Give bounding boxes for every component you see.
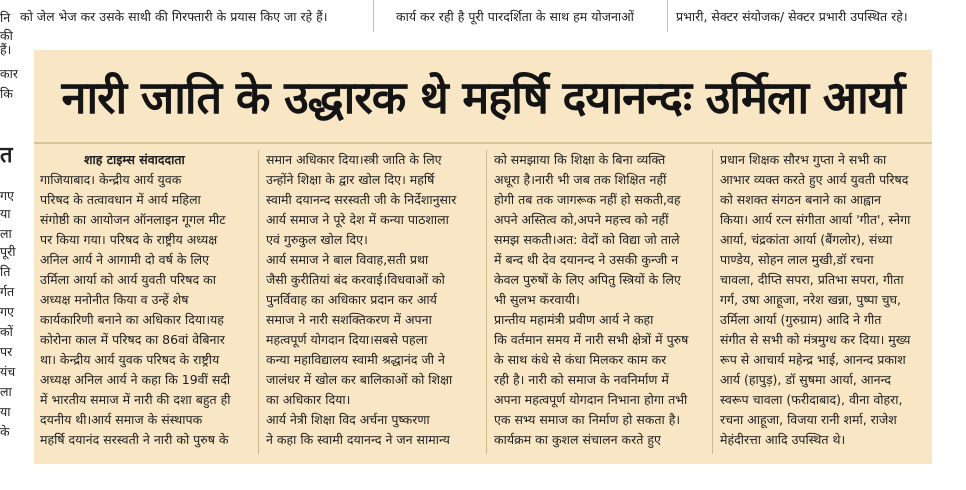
text-line: महर्षि दयानंद सरस्वती ने नारी को पुरुष के <box>40 432 229 447</box>
text-line: में भारतीय समाज में नारी की दशा बहुत ही <box>40 392 231 407</box>
margin-line: या <box>0 206 11 221</box>
text-line: उन्होंने शिक्षा के द्वार खोल दिए। महर्षि <box>266 172 435 187</box>
text-line: भी सुलभ करवायी। <box>494 292 580 307</box>
text-line: एक सभ्य समाज का निर्माण हो सकता है। <box>494 412 681 427</box>
top-text-col3: प्रभारी, सेक्टर संयोजक/ सेक्टर प्रभारी उपस्थित रहे। <box>676 9 908 24</box>
margin-line: ला <box>0 226 12 241</box>
text-line: रही है। नारी को समाज के नवनिर्माण में <box>494 372 669 387</box>
text-line: रूप से आचार्य महेन्द्र भाई, आनन्द प्रकाश <box>720 352 906 367</box>
text-line: पाण्डेय, सोहन लाल मुखी,डॉ रचना <box>720 252 874 267</box>
text-line: आर्य नेत्री शिक्षा विद अर्चना पुष्करणा <box>266 412 430 427</box>
column-divider <box>667 0 668 32</box>
byline: शाह टाइम्स संवाददाता <box>84 152 185 167</box>
text-line: गाजियाबाद। केन्द्रीय आर्य युवक <box>40 172 182 187</box>
text-line: में बन्द थी देव दयानन्द ने उसकी कुन्जी न <box>494 252 679 267</box>
text-line: अध्यक्ष अनिल आर्य ने कहा कि 19वीं सदी <box>40 372 231 387</box>
text-line: एवं गुरुकुल खोल दिए। <box>266 232 368 247</box>
text-line: उर्मिला आर्या (गुरुग्राम) आदि ने गीत <box>720 312 882 327</box>
text-line: का अधिकार दिया। <box>266 392 351 407</box>
text-line: कार्यकारिणी बनाने का अधिकार दिया।यह <box>40 312 224 327</box>
text-line: प्रधान शिक्षक सौरभ गुप्ता ने सभी का <box>720 152 887 167</box>
column-divider <box>258 150 259 454</box>
article-column-1 <box>40 150 252 450</box>
text-line: प्रान्तीय महामंत्री प्रवीण आर्य ने कहा <box>494 312 654 327</box>
text-line: संगोष्ठी का आयोजन ऑनलाइन गूगल मीट <box>40 212 226 227</box>
column-divider <box>486 150 487 454</box>
margin-line: पर <box>0 344 13 359</box>
text-line: ने कहा कि स्वामी दयानन्द ने जन सामान्य <box>266 432 450 447</box>
margin-line: ति <box>0 264 11 279</box>
text-line: परिषद के तत्वावधान में आर्य महिला <box>40 192 201 207</box>
news-article <box>34 50 932 464</box>
margin-line: हैं। <box>0 42 12 57</box>
column-divider <box>712 150 713 454</box>
article-column-3 <box>494 150 708 450</box>
text-line: संगीत से सभी को मंत्रमुग्ध कर दिया। मुख्य <box>720 332 911 347</box>
text-line: अधूरा है।नारी भी जब तक शिक्षित नहीं <box>494 172 667 187</box>
text-line: केवल पुरुषों के लिए अपितु स्त्रियों के लिए <box>494 272 681 287</box>
top-text-col2: कार्य कर रही है पूरी पारदर्शिता के साथ हम योजनाओं <box>396 9 634 24</box>
margin-line: यंच <box>0 364 16 379</box>
text-line: अध्यक्ष मनोनीत किया व उन्हें शेष <box>40 292 189 307</box>
text-line: दयनीय थी।आर्य समाज के संस्थापक <box>40 412 203 427</box>
text-line: पर किया गया। परिषद के राष्ट्रीय अध्यक्ष <box>40 232 218 247</box>
text-line: जालंधर में खोल कर बालिकाओं को शिक्षा <box>266 372 453 387</box>
text-line: अपना महत्वपूर्ण योगदान निभाना होगा तभी <box>494 392 688 407</box>
text-line: आर्य समाज ने पूरे देश में कन्या पाठशाला <box>266 212 449 227</box>
margin-line: पूरी <box>0 244 16 259</box>
text-line: समान अधिकार दिया।स्त्री जाति के लिए <box>266 152 442 167</box>
article-headline: नारी जाति के उद्धारक थे महर्षि दयानन्दः उर्मिला आर्या <box>61 71 905 124</box>
margin-line: कार <box>0 66 18 81</box>
margin-line: कों <box>0 324 13 339</box>
text-line: को सशक्त संगठन बनाने का आह्वान <box>720 192 881 207</box>
text-line: आभार व्यक्त करते हुए आर्य युवती परिषद <box>720 172 909 187</box>
text-line: जैसी कुरीतियां बंद करवाई।विधवाओं को <box>266 272 445 287</box>
text-line: स्वरूप चावला (फरीदाबाद), वीना वोहरा, <box>720 392 903 407</box>
text-line: आर्या, चंद्रकांता आर्या (बैंगलोर), संध्या <box>720 232 893 247</box>
margin-line: ला <box>0 384 12 399</box>
text-line: पुनर्विवाह का अधिकार प्रदान कर आर्य <box>266 292 437 307</box>
text-line: उर्मिला आर्या को आर्य युवती परिषद का <box>40 272 216 287</box>
margin-line: के <box>0 424 10 439</box>
margin-line: की <box>0 28 13 43</box>
text-line: आर्य (हापुड़), डॉ सुषमा आर्या, आनन्द <box>720 372 892 387</box>
margin-line: नि <box>0 10 11 25</box>
text-line: कोरोना काल में परिषद का 86वां वेबिनार <box>40 332 225 347</box>
text-line: समाज ने नारी सशक्तिकरण में अपना <box>266 312 432 327</box>
top-strip <box>0 0 966 34</box>
margin-line: गए <box>0 304 14 319</box>
text-line: मेहंदीरत्ता आदि उपस्थित थे। <box>720 432 846 447</box>
text-line: रचना आहूजा, विजया रानी शर्मा, राजेश <box>720 412 897 427</box>
text-line: गर्ग, उषा आहूजा, नरेश खन्ना, पुष्पा चुघ, <box>720 292 901 307</box>
text-line: को समझाया कि शिक्षा के बिना व्यक्ति <box>494 152 666 167</box>
text-line: आर्य समाज ने बाल विवाह,सती प्रथा <box>266 252 429 267</box>
text-line: चावला, दीप्ति सपरा, प्रतिभा सपरा, गीता <box>720 272 904 287</box>
margin-line: कि <box>0 86 13 101</box>
text-line: था। केन्द्रीय आर्य युवक परिषद के राष्ट्रीय <box>40 352 220 367</box>
article-column-4 <box>720 150 928 450</box>
text-line: कार्यक्रम का कुशल संचालन करते हुए <box>494 432 661 447</box>
text-line: अपने अस्तित्व को,अपने महत्त्व को नहीं <box>494 212 669 227</box>
text-line: कि वर्तमान समय में नारी सभी क्षेत्रों में पुरुष <box>494 332 689 347</box>
text-line: महत्वपूर्ण योगदान दिया।सबसे पहला <box>266 332 428 347</box>
margin-line: र्गत <box>0 284 15 299</box>
text-line: स्वामी दयानन्द सरस्वती जी के निर्देशानुसार <box>266 192 457 207</box>
text-line: अनिल आर्य ने आगामी दो वर्ष के लिए <box>40 252 210 267</box>
article-column-2 <box>266 150 478 450</box>
top-text-col1: को जेल भेज कर उसके साथी की गिरफ्तारी के प्रयास किए जा रहे हैं। <box>20 9 328 24</box>
text-line: होगी तब तक जागरूक नहीं हो सकती,वह <box>494 192 681 207</box>
text-line: कन्या महाविद्यालय स्वामी श्रद्धानंद जी ने <box>266 352 445 367</box>
text-line: समझ सकती।अत: वेदों को विद्या जो ताले <box>494 232 680 247</box>
column-divider <box>373 0 374 32</box>
headline-rule <box>34 142 932 144</box>
text-line: के साथ कंधे से कंधा मिलकर काम कर <box>494 352 667 367</box>
text-line: किया। आर्य रत्न संगीता आर्या 'गीत', स्नेगा <box>720 212 911 227</box>
margin-heading: त <box>0 143 13 168</box>
left-margin-column <box>0 10 20 490</box>
margin-line: या <box>0 404 11 419</box>
margin-line: गए <box>0 188 14 203</box>
